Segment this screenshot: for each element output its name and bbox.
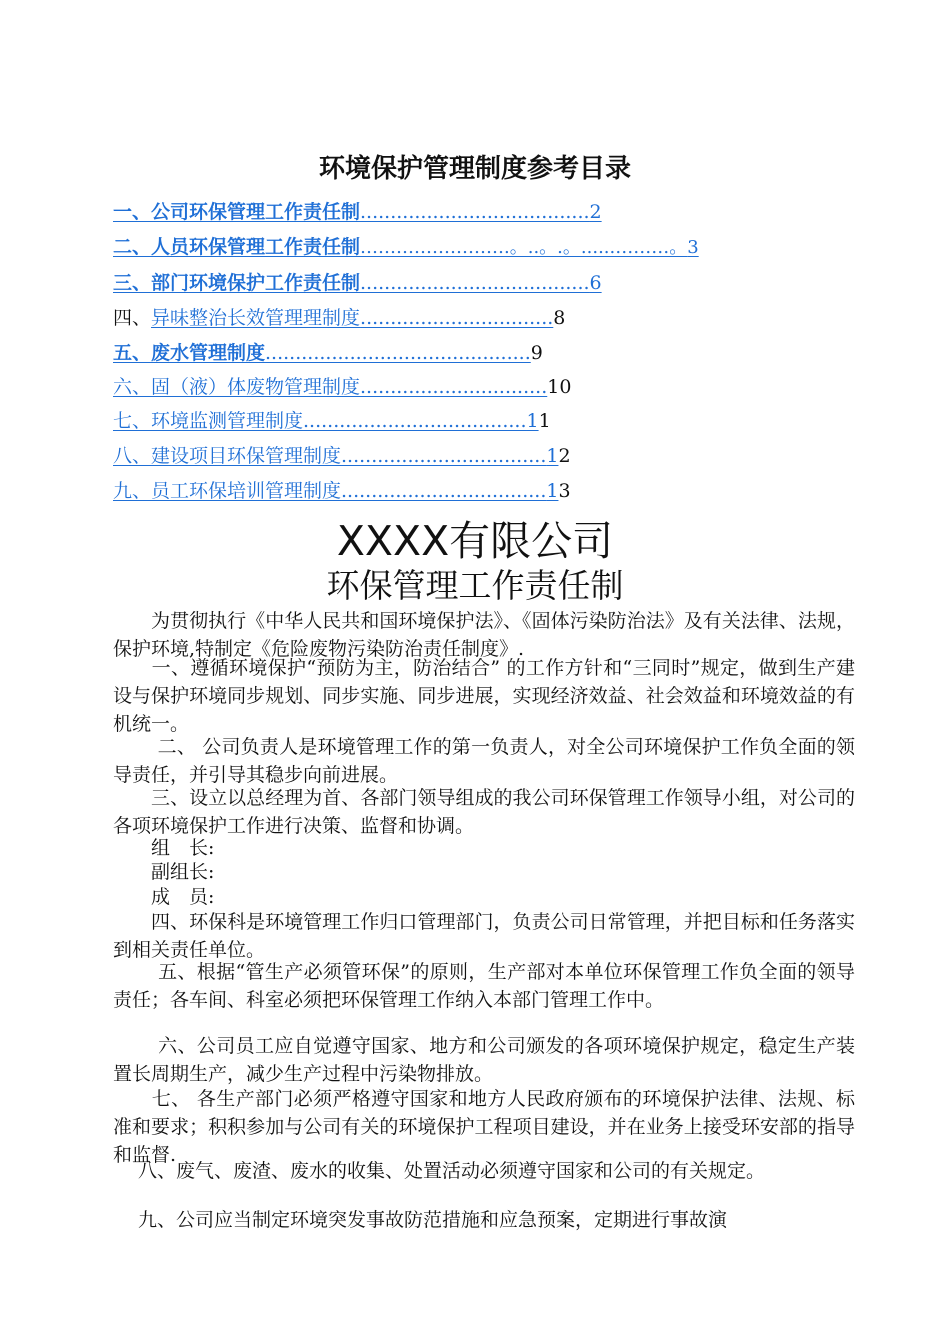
toc-entry-page[interactable]: 3: [687, 237, 699, 258]
toc-entry-prefix: 四、: [113, 307, 152, 329]
toc-entry-page-tail: 2: [558, 445, 571, 467]
toc-entry-dots[interactable]: ................................: [360, 307, 554, 329]
toc-entry-page[interactable]: 1: [526, 410, 539, 432]
toc-entry-dots[interactable]: ..................................: [341, 445, 547, 467]
body-paragraph: 六、公司员工应自觉遵守国家、地方和公司颁发的各项环境保护规定，稳定生产装置长周期生产，减少生产过程中污染物排放。: [113, 1035, 855, 1085]
toc-entry-dots[interactable]: ...............................: [360, 376, 548, 398]
member-line: 副组长:: [113, 861, 215, 883]
toc-entry-title[interactable]: 七、环境监测管理制度: [113, 410, 304, 432]
toc-entry-title[interactable]: 二、人员环保管理工作责任制: [113, 236, 361, 258]
body-paragraph: 四、环保科是环境管理工作归口管理部门，负责公司日常管理，并把目标和任务落实到相关责任单位。: [113, 911, 855, 961]
body-paragraph: 二、 公司负责人是环境管理工作的第一负责人，对全公司环境保护工作负全面的领导责任，并引导其稳步向前进展。: [113, 736, 855, 786]
toc-entry[interactable]: [113, 231, 699, 263]
toc-entry-page: 10: [547, 376, 572, 398]
toc-entry-title[interactable]: 异味整治长效管理理制度: [151, 307, 361, 329]
body-paragraph: 三、设立以总经理为首、各部门领导组成的我公司环保管理工作领导小组，对公司的各项环境保护工作进行决策、监督和协调。: [113, 787, 855, 837]
toc-entry[interactable]: [113, 371, 571, 403]
toc-entry-dots[interactable]: .....................................: [303, 410, 527, 432]
toc-title: 环境保护管理制度参考目录: [318, 154, 631, 184]
toc-entry-page[interactable]: 1: [546, 480, 559, 502]
toc-entry[interactable]: [113, 267, 602, 299]
toc-entry-page[interactable]: 6: [589, 272, 602, 294]
document-title: 环保管理工作责任制: [326, 566, 624, 605]
toc-entry-title[interactable]: 六、固（液）体废物管理制度: [113, 376, 361, 398]
toc-entry-page[interactable]: 1: [546, 445, 559, 467]
toc-entry[interactable]: [113, 475, 571, 507]
toc-entry-title[interactable]: 八、建设项目环保管理制度: [113, 445, 342, 467]
body-paragraph: 为贯彻执行《中华人民共和国环境保护法》、《固体污染防治法》及有关法律、法规，保护环境,特制定《危险废物污染防治责任制度》.: [113, 610, 855, 660]
toc-entry[interactable]: [113, 302, 565, 334]
body-paragraph: 八、废气、废渣、废水的收集、处置活动必须遵守国家和公司的有关规定。: [113, 1160, 766, 1182]
toc-entry-title[interactable]: 九、员工环保培训管理制度: [113, 480, 342, 502]
toc-entry-page: 8: [553, 307, 566, 329]
member-line: 组 长:: [113, 837, 215, 859]
toc-entry[interactable]: [113, 337, 543, 369]
toc-entry-title[interactable]: 五、废水管理制度: [113, 342, 266, 364]
toc-entry-page: 9: [530, 342, 543, 364]
toc-entry-page-tail: 1: [538, 410, 551, 432]
toc-entry-dots[interactable]: …………………….。..。.。......………。: [360, 237, 688, 258]
toc-entry[interactable]: [113, 440, 571, 472]
toc-entry-page[interactable]: 2: [589, 201, 602, 223]
toc-entry-title[interactable]: 一、公司环保管理工作责任制: [113, 201, 361, 223]
toc-entry-title[interactable]: 三、部门环境保护工作责任制: [113, 272, 361, 294]
body-paragraph: 一、遵循环境保护“预防为主，防治结合” 的工作方针和“三同时”规定，做到生产建设与保护环境同步规划、同步实施、同步进展，实现经济效益、社会效益和环境效益的有机统一。: [113, 657, 855, 735]
toc-entry-dots[interactable]: ......................................: [360, 201, 590, 223]
toc-entry[interactable]: [113, 196, 602, 228]
toc-entry-page-tail: 3: [558, 480, 571, 502]
body-paragraph: 五、根据“管生产必须管环保”的原则，生产部对本单位环保管理工作负全面的领导责任；各车间、科室必须把环保管理工作纳入本部门管理工作中。: [113, 961, 855, 1011]
company-name: XXXX有限公司: [336, 517, 614, 565]
toc-entry-dots[interactable]: ......................................: [360, 272, 590, 294]
body-paragraph: 七、 各生产部门必须严格遵守国家和地方人民政府颁布的环境保护法律、法规、标准和要求；积积参加与公司有关的环境保护工程项目建设，并在业务上接受环安部的指导和监督.: [113, 1088, 855, 1166]
toc-entry-dots[interactable]: ..................................: [341, 480, 547, 502]
member-line: 成 员:: [113, 886, 215, 908]
body-paragraph: 九、公司应当制定环境突发事故防范措施和应急预案，定期进行事故演: [113, 1209, 728, 1231]
toc-entry[interactable]: [113, 405, 551, 437]
toc-entry-dots[interactable]: ............................................: [265, 342, 531, 364]
